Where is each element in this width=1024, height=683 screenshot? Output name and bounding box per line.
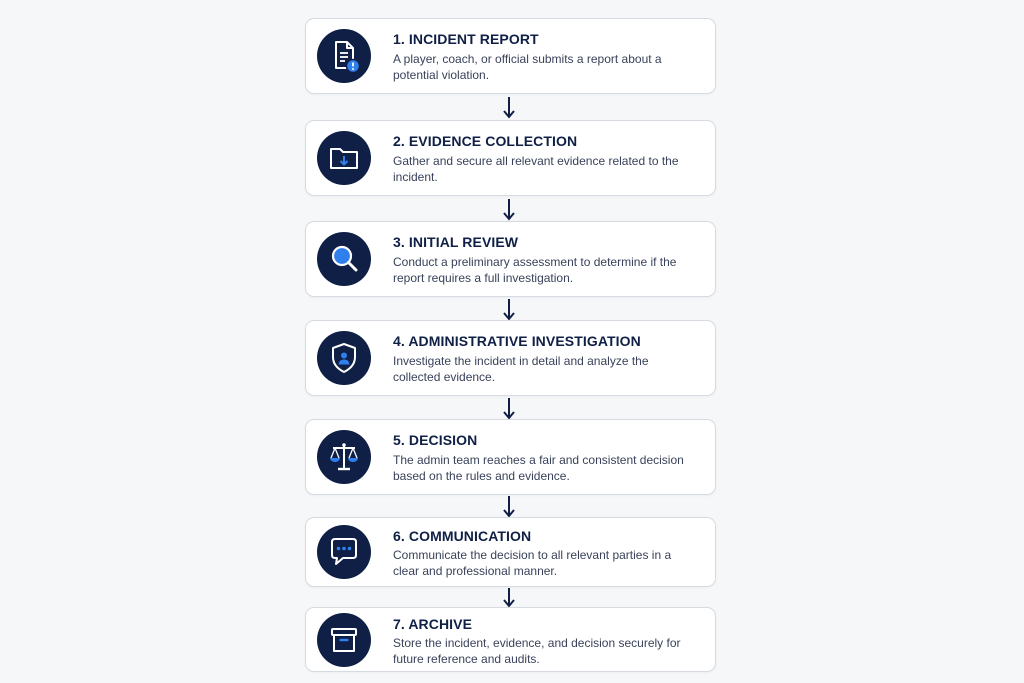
- step-card-initial-review: [305, 221, 716, 297]
- step-card-administrative-investigation: [305, 320, 716, 396]
- step-card-decision: [305, 419, 716, 495]
- step-card-communication: [305, 517, 716, 587]
- step-description: A player, coach, or official submits a report about a potential violation.: [393, 52, 662, 82]
- step-card-archive: [305, 607, 716, 672]
- step-description: Store the incident, evidence, and decision securely for future reference and audits.: [393, 636, 681, 666]
- document-alert-icon: [317, 29, 371, 83]
- flow-arrow-6: [502, 587, 516, 609]
- flow-arrow-4: [502, 397, 516, 421]
- step-title: 5. DECISION: [393, 432, 478, 448]
- step-card-incident-report: [305, 18, 716, 94]
- shield-user-icon: [317, 331, 371, 385]
- step-description: Gather and secure all relevant evidence related to the incident.: [393, 154, 679, 184]
- step-description: Investigate the incident in detail and analyze the collected evidence.: [393, 354, 649, 384]
- flow-arrow-1: [502, 96, 516, 120]
- chat-bubble-icon: [317, 525, 371, 579]
- step-description: Conduct a preliminary assessment to determine if the report requires a full investigation.: [393, 255, 677, 285]
- scales-icon: [317, 430, 371, 484]
- step-title: 2. EVIDENCE COLLECTION: [393, 133, 578, 149]
- step-title: 1. INCIDENT REPORT: [393, 31, 539, 47]
- step-title: 6. COMMUNICATION: [393, 528, 532, 544]
- folder-download-icon: [317, 131, 371, 185]
- step-description: The admin team reaches a fair and consistent decision based on the rules and evidence.: [393, 453, 684, 483]
- step-title: 7. ARCHIVE: [393, 616, 473, 632]
- archive-box-icon: [317, 613, 371, 667]
- step-card-evidence-collection: [305, 120, 716, 196]
- magnifier-icon: [317, 232, 371, 286]
- step-title: 3. INITIAL REVIEW: [393, 234, 519, 250]
- flow-arrow-2: [502, 198, 516, 222]
- step-description: Communicate the decision to all relevant parties in a clear and professional manner.: [393, 548, 672, 578]
- step-title: 4. ADMINISTRATIVE INVESTIGATION: [393, 333, 641, 349]
- flow-arrow-5: [502, 495, 516, 519]
- flow-arrow-3: [502, 298, 516, 322]
